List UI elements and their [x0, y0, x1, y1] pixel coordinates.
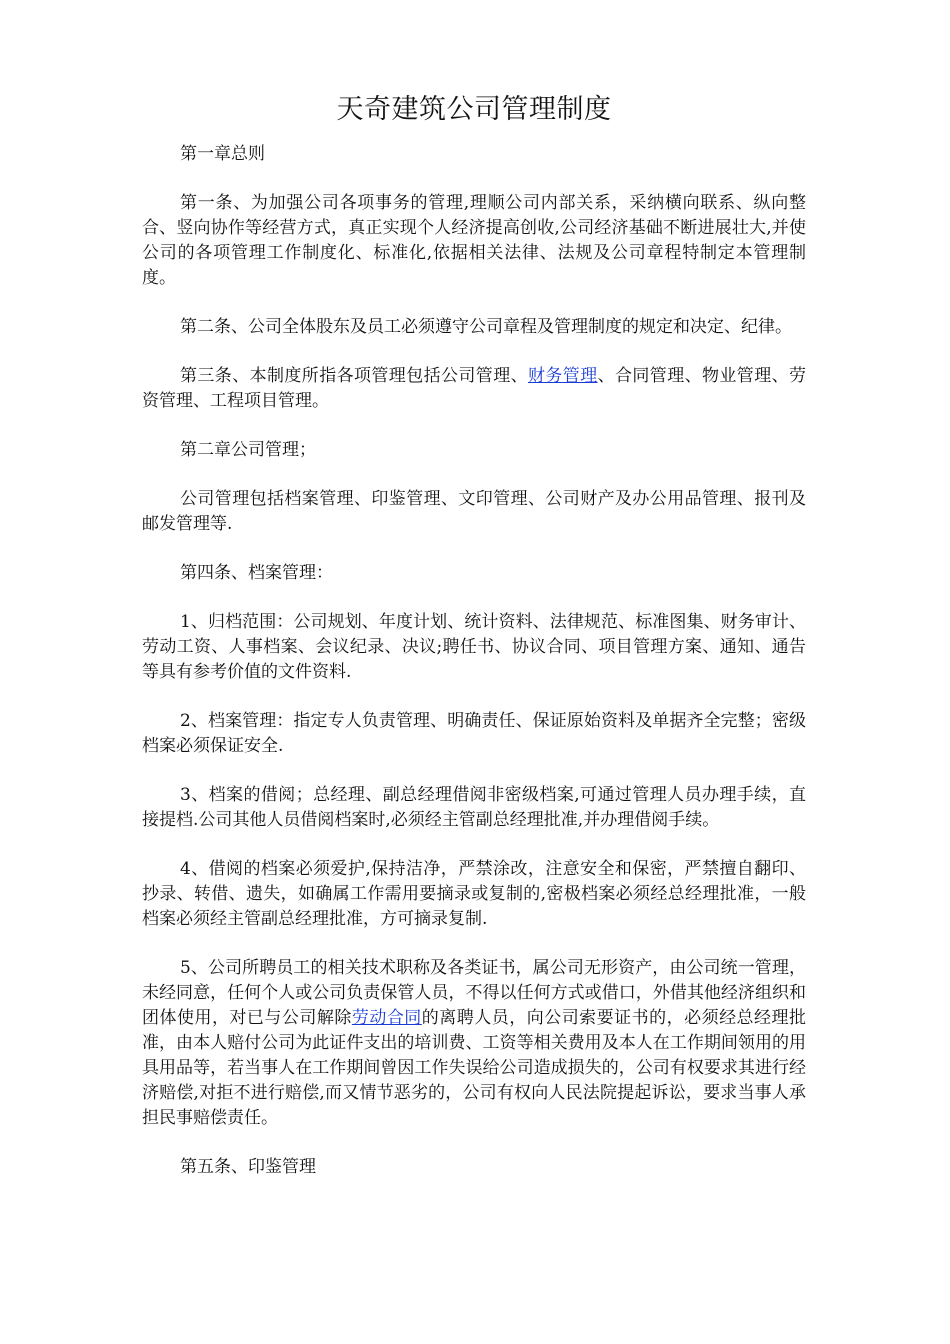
paragraph [142, 142, 806, 167]
paragraph [142, 315, 806, 340]
document-body [142, 142, 806, 1180]
paragraph-text: 2、档案管理：指定专人负责管理、明确责任、保证原始资料及单据齐全完整；密级档案必须保证安全. [142, 711, 806, 756]
paragraph-text: 1、归档范围：公司规划、年度计划、统计资料、法律规范、标准图集、财务审计、劳动工资、人事档案、会议纪录、决议;聘任书、协议合同、项目管理方案、通知、通告等具有参考价值的文件资料. [142, 612, 806, 682]
paragraph-text: 第三条、本制度所指各项管理包括公司管理、 [180, 366, 528, 386]
inline-link[interactable]: 财务管理 [528, 366, 598, 386]
paragraph-text: 的离聘人员，向公司索要证书的，必须经总经理批准，由本人赔付公司为此证件支出的培训费、工资等相关费用及本人在工作期间领用的用具用品等，若当事人在工作期间曾因工作失误给公司造成损失的，公司有权要求其进行经济赔偿,对拒不进行赔偿,而又情节恶劣的，公司有权向人民法院提起诉讼，要求当事人承担民事赔偿责任。 [142, 1008, 807, 1128]
paragraph [142, 610, 806, 685]
paragraph [142, 1155, 806, 1180]
paragraph [142, 438, 806, 463]
document-title: 天奇建筑公司管理制度 [336, 94, 612, 125]
paragraph-text: 第一章总则 [180, 144, 265, 164]
paragraph-text: 第五条、印鉴管理 [180, 1157, 316, 1177]
paragraph-text: 5、公司所聘员工的相关技术职称及各类证书，属公司无形资产，由公司统一管理，未经同意，任何个人或公司负责保管人员，不得以任何方式或借口，外借其他经济组织和团体使用，对已与公司解除 [142, 958, 806, 1028]
paragraph [142, 857, 806, 932]
paragraph [142, 487, 806, 537]
paragraph-text: 公司管理包括档案管理、印鉴管理、文印管理、公司财产及办公用品管理、报刊及邮发管理等. [142, 489, 806, 534]
paragraph-text: 第二章公司管理； [180, 440, 316, 460]
paragraph [142, 364, 806, 414]
paragraph-text: 、合同管理、物业管理、劳资管理、工程项目管理。 [142, 366, 807, 411]
paragraph [142, 956, 806, 1131]
paragraph [142, 191, 806, 291]
paragraph [142, 561, 806, 586]
paragraph-text: 第一条、为加强公司各项事务的管理,理顺公司内部关系，采纳横向联系、纵向整合、竖向协作等经营方式，真正实现个人经济提高创收,公司经济基础不断进展壮大,并使公司的各项管理工作制度化、标准化,依据相关法律、法规及公司章程特制定本管理制度。 [142, 193, 806, 288]
paragraph-text: 第二条、公司全体股东及员工必须遵守公司章程及管理制度的规定和决定、纪律。 [180, 317, 792, 337]
paragraph [142, 783, 806, 833]
paragraph-text: 3、档案的借阅；总经理、副总经理借阅非密级档案,可通过管理人员办理手续，直接提档.公司其他人员借阅档案时,必须经主管副总经理批准,并办理借阅手续。 [142, 785, 806, 830]
paragraph-text: 第四条、档案管理： [180, 563, 333, 583]
document-page [142, 92, 806, 1204]
inline-link[interactable]: 劳动合同 [351, 1008, 422, 1028]
paragraph-text: 4、借阅的档案必须爱护,保持洁净，严禁涂改，注意安全和保密，严禁擅自翻印、抄录、转借、遗失，如确属工作需用要摘录或复制的,密极档案必须经总经理批准，一般档案必须经主管副总经理批准，方可摘录复制. [142, 859, 806, 929]
paragraph [142, 709, 806, 759]
